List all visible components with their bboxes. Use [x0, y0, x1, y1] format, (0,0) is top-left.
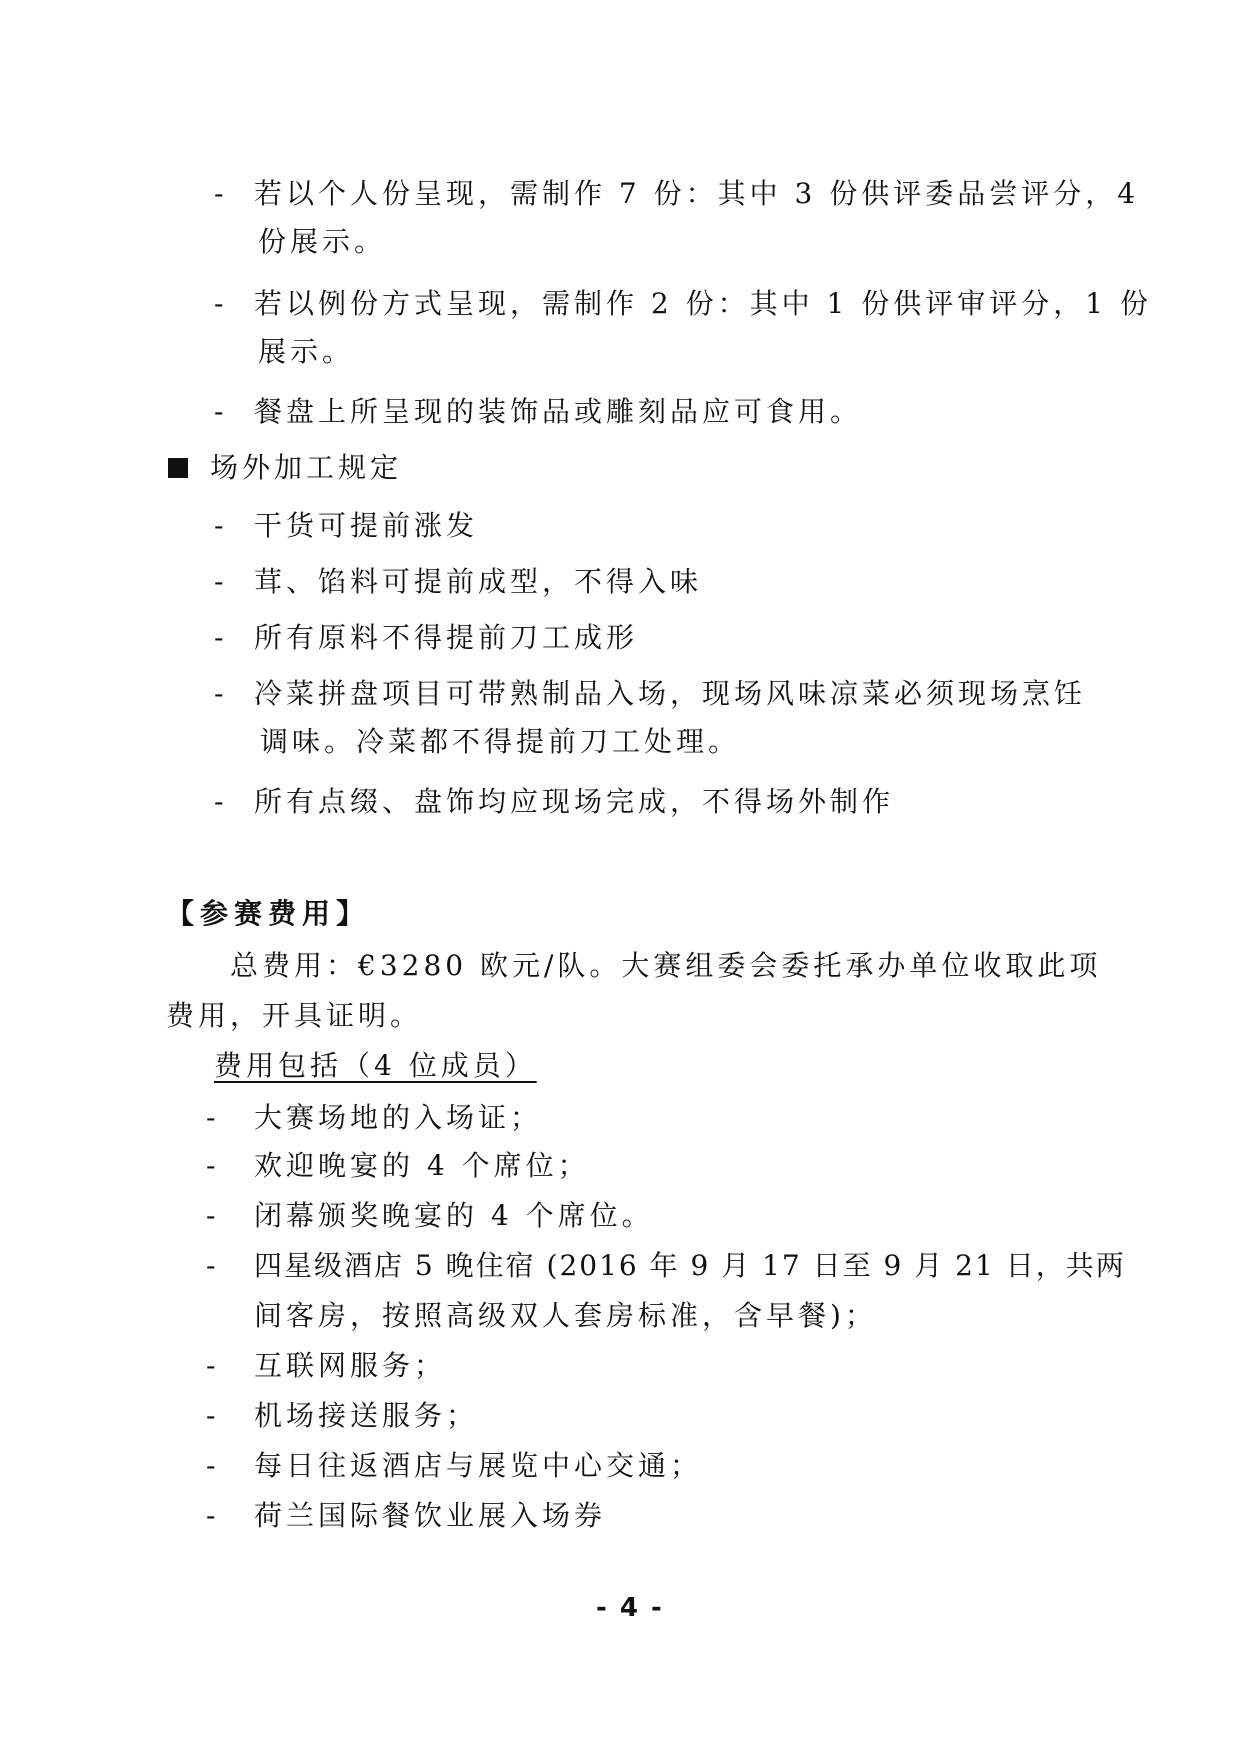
list-dash: - [214, 785, 224, 818]
list-dash: - [206, 1499, 216, 1532]
fees-total-text-continued: 费用，开具证明。 [166, 999, 423, 1032]
list-item-text: 餐盘上所呈现的装饰品或雕刻品应可食用。 [254, 395, 863, 428]
list-dash: - [206, 1249, 216, 1282]
list-dash: - [214, 565, 224, 598]
list-item-text: 互联网服务； [254, 1349, 447, 1382]
list-item-text: 四星级酒店 5 晚住宿 (2016 年 9 月 17 日至 9 月 21 日，共两 [254, 1249, 1126, 1282]
list-item-text: 干货可提前涨发 [254, 509, 479, 542]
list-dash: - [214, 509, 224, 542]
list-item-text: 闭幕颁奖晚宴的 4 个席位。 [254, 1199, 654, 1232]
list-item-text: 若以例份方式呈现，需制作 2 份：其中 1 份供评审评分，1 份 [254, 287, 1152, 320]
list-item-text-continued: 间客房，按照高级双人套房标准，含早餐)； [254, 1299, 877, 1332]
section-heading-fees: 【参赛费用】 [166, 897, 371, 930]
section-heading-offsite: 场外加工规定 [210, 451, 403, 484]
list-dash: - [214, 621, 224, 654]
list-dash: - [214, 677, 224, 710]
list-dash: - [214, 395, 224, 428]
square-bullet-icon [168, 458, 188, 478]
page-number: - 4 - [596, 1593, 664, 1623]
list-item-text: 每日往返酒店与展览中心交通； [254, 1449, 703, 1482]
list-dash: - [206, 1449, 216, 1482]
list-dash: - [206, 1101, 216, 1134]
list-dash: - [206, 1199, 216, 1232]
fees-total-text: 总费用：€3280 欧元/队。大赛组委会委托承办单位收取此项 [230, 949, 1102, 982]
list-dash: - [206, 1399, 216, 1432]
list-item-text: 茸、馅料可提前成型，不得入味 [254, 565, 703, 598]
list-item-text-continued: 份展示。 [258, 225, 387, 258]
list-item-text: 所有点缀、盘饰均应现场完成，不得场外制作 [254, 785, 895, 818]
list-item-text-continued: 调味。冷菜都不得提前刀工处理。 [260, 725, 741, 758]
list-item-text-continued: 展示。 [258, 335, 355, 368]
list-item-text: 机场接送服务； [254, 1399, 479, 1432]
list-dash: - [214, 287, 224, 320]
list-dash: - [206, 1349, 216, 1382]
fees-includes-label: 费用包括（4 位成员） [214, 1049, 537, 1082]
list-item-text: 大赛场地的入场证； [254, 1101, 543, 1134]
list-item-text: 冷菜拼盘项目可带熟制品入场，现场风味凉菜必须现场烹饪 [254, 677, 1087, 710]
list-dash: - [214, 177, 224, 210]
list-item-text: 若以个人份呈现，需制作 7 份：其中 3 份供评委品尝评分，4 [254, 177, 1140, 210]
list-item-text: 欢迎晚宴的 4 个席位； [254, 1149, 590, 1182]
list-item-text: 所有原料不得提前刀工成形 [254, 621, 639, 654]
list-item-text: 荷兰国际餐饮业展入场券 [254, 1499, 607, 1532]
list-dash: - [206, 1149, 216, 1182]
